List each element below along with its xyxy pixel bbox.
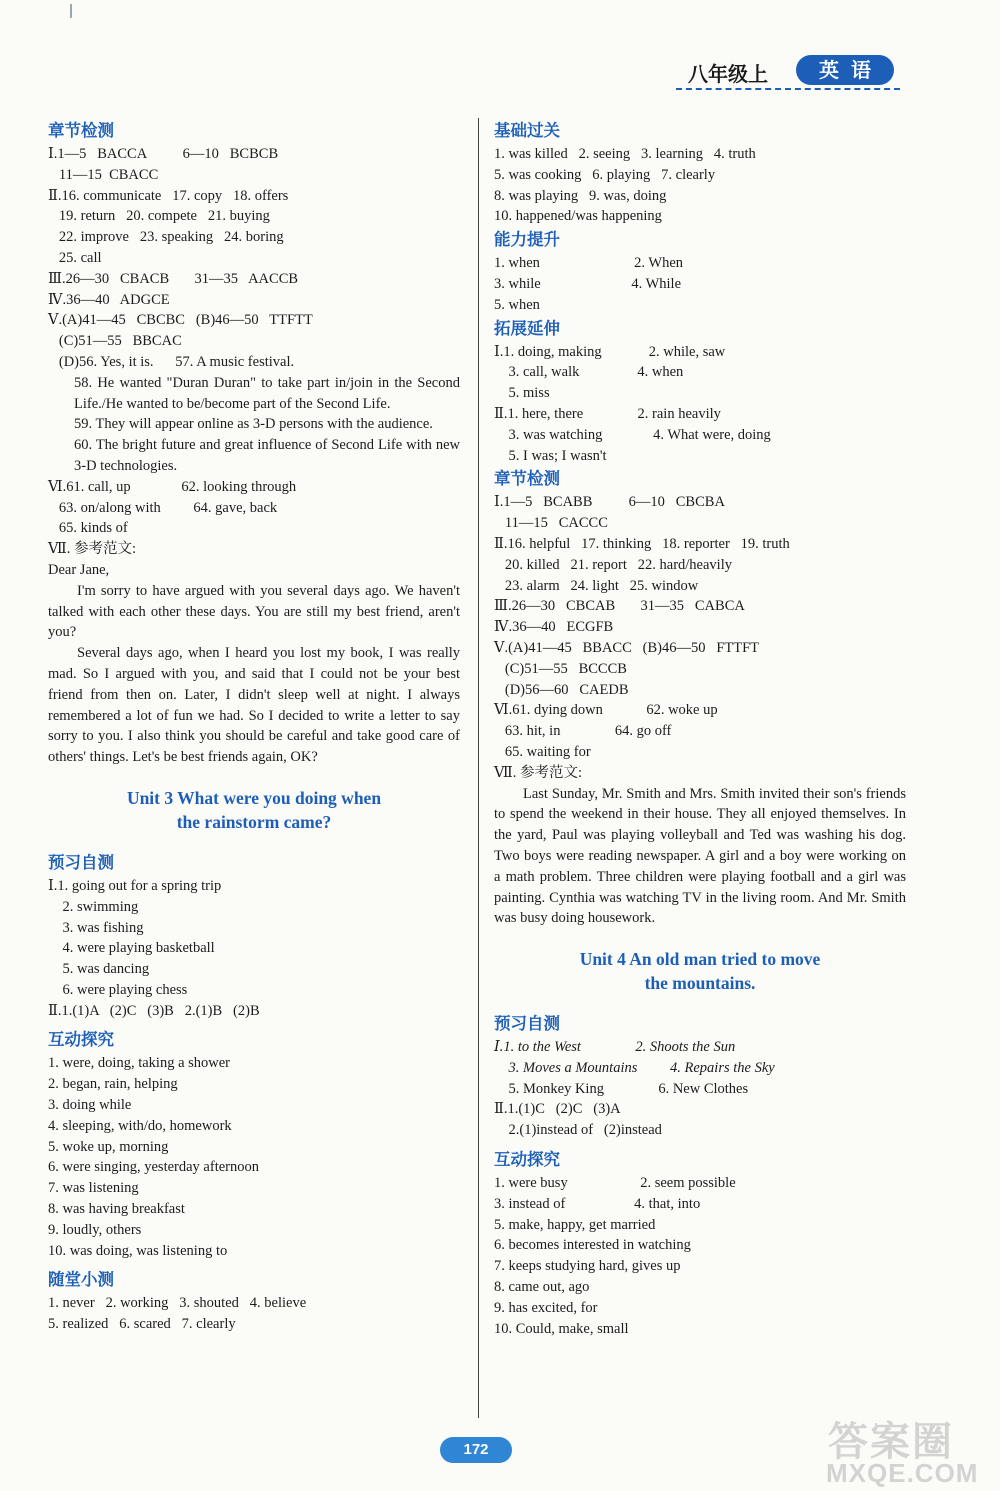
essay-paragraph: I'm sorry to have argued with you several days ago. We haven't talked with each other these days. You are still my best friend, aren't you? <box>48 582 460 641</box>
answer-line: 3. call, walk 4. when <box>494 364 684 381</box>
answer-line: 5. woke up, morning <box>48 1138 169 1155</box>
answer-line: 65. kinds of <box>48 520 128 537</box>
section-title: 预习自测 <box>494 1014 560 1034</box>
answer-line: 5. when <box>494 296 540 313</box>
answer-line: 3. Moves a Mountains 4. Repairs the Sky <box>494 1059 775 1076</box>
answer-line: 5. make, happy, get married <box>494 1216 656 1233</box>
unit-title <box>48 786 460 834</box>
answer-line: Ⅵ.61. call, up 62. looking through <box>48 478 297 495</box>
column-divider <box>478 118 479 1418</box>
essay-paragraph: Last Sunday, Mr. Smith and Mrs. Smith invited their son's friends to spend the weekend in their house. They all enjoyed themselves. In the yard, Paul was playing volleyball and Ted was washing his dog. Two boys were reading newspaper. A girl and a boy were working on a math problem. Three children were playing football and a girl was painting. Cynthia was watching TV in the living room. And Mr. Smith was busy doing housework. <box>494 785 906 927</box>
section-title: 拓展延伸 <box>494 318 560 338</box>
answer-line: 3. while 4. While <box>494 275 682 292</box>
answer-line: 9. has excited, for <box>494 1299 598 1316</box>
unit-title-line: the rainstorm came? <box>176 811 332 832</box>
answer-line: 8. was playing 9. was, doing <box>494 187 667 204</box>
answer-line: Ⅱ.1. here, there 2. rain heavily <box>494 405 721 422</box>
answer-line: 1. was killed 2. seeing 3. learning 4. truth <box>494 146 756 162</box>
unit-title-line: the mountains. <box>644 973 756 994</box>
answer-line: 1. were busy 2. seem possible <box>494 1175 736 1192</box>
answer-line: Ⅱ.1.(1)A (2)C (3)B 2.(1)B (2)B <box>48 1002 260 1019</box>
answer-line: Ⅰ.1. going out for a spring trip <box>48 877 222 894</box>
answer-line: Ⅲ.26—30 CBACB 31—35 AACCB <box>48 270 299 287</box>
answer-line: 10. was doing, was listening to <box>48 1242 228 1259</box>
answer-line: Ⅰ.1. to the West 2. Shoots the Sun <box>494 1039 736 1056</box>
answer-line: 4. were playing basketball <box>48 940 215 957</box>
answer-line: Ⅰ.1—5 BACCA 6—10 BCBCB <box>48 146 279 162</box>
answer-line: 20. killed 21. report 22. hard/heavily <box>494 556 732 573</box>
answer-line: 65. waiting for <box>494 743 591 760</box>
answer-line: Ⅶ. 参考范文: <box>494 764 582 781</box>
answer-line: 6. were playing chess <box>48 981 188 998</box>
answer-line: 1. when 2. When <box>494 255 684 272</box>
answer-line: Ⅱ.16. communicate 17. copy 18. offers <box>48 187 289 204</box>
answer-line: 5. realized 6. scared 7. clearly <box>48 1316 236 1333</box>
answer-line: 1. were, doing, taking a shower <box>48 1055 231 1072</box>
answer-line: Ⅰ.1—5 BCABB 6—10 CBCBA <box>494 494 725 511</box>
unit-title <box>494 947 906 995</box>
answer-58: 58. He wanted "Duran Duran" to take part in/join in the Second Life./He wanted to be/become part of the Second Life. <box>74 374 460 412</box>
answer-line: 9. loudly, others <box>48 1221 142 1238</box>
answer-line: 2. began, rain, helping <box>48 1076 178 1093</box>
answer-line: Ⅶ. 参考范文: <box>48 541 136 558</box>
subject-badge: 英语 <box>796 55 894 85</box>
spine-mark <box>70 4 72 18</box>
answer-line: 5. miss <box>494 385 550 402</box>
answer-line: 11—15 CBACC <box>48 166 159 183</box>
answer-line: (D)56. Yes, it is. 57. A music festival. <box>48 353 295 370</box>
answer-line: Ⅴ.(A)41—45 BBACC (B)46—50 FTTFT <box>494 639 760 656</box>
answer-line: 63. hit, in 64. go off <box>494 723 672 740</box>
answer-line: 25. call <box>48 249 102 266</box>
answer-line: Ⅱ.16. helpful 17. thinking 18. reporter 19. truth <box>494 535 790 552</box>
answer-line: (C)51—55 BCCCB <box>494 660 627 677</box>
grade-label: 八年级上 <box>688 62 768 86</box>
section-title: 能力提升 <box>494 230 560 250</box>
unit-title-line: Unit 3 What were you doing when <box>126 787 382 808</box>
answer-line: 10. Could, make, small <box>494 1320 629 1337</box>
answer-line: 3. doing while <box>48 1097 132 1114</box>
answer-line: 11—15 CACCC <box>494 515 608 532</box>
answer-line: 4. sleeping, with/do, homework <box>48 1117 232 1134</box>
watermark <box>822 1410 992 1490</box>
answer-60: 60. The bright future and great influence of Second Life with new 3-D technologies. <box>74 437 460 474</box>
unit-title-line: Unit 4 An old man tried to move <box>579 949 821 970</box>
watermark-url: MXQE.COM <box>826 1458 979 1488</box>
answer-line: 5. was cooking 6. playing 7. clearly <box>494 166 716 183</box>
section-title: 随堂小测 <box>48 1270 114 1290</box>
answer-line: 3. was watching 4. What were, doing <box>494 426 771 443</box>
answer-line: 63. on/along with 64. gave, back <box>48 499 278 516</box>
answer-line: Ⅳ.36—40 ADGCE <box>48 291 170 308</box>
answer-line: Ⅴ.(A)41—45 CBCBC (B)46—50 TTFTT <box>48 312 313 329</box>
header-rule <box>676 88 900 90</box>
section-title: 预习自测 <box>48 852 114 872</box>
page-header <box>676 52 900 92</box>
right-column <box>494 118 906 1339</box>
answer-line: (D)56—60 CAEDB <box>494 681 629 698</box>
answer-line: 5. Monkey King 6. New Clothes <box>494 1080 749 1097</box>
page-number: 172 <box>440 1437 512 1463</box>
answer-line: 7. was listening <box>48 1180 139 1197</box>
answer-line: 23. alarm 24. light 25. window <box>494 577 699 594</box>
essay-paragraph: Several days ago, when I heard you lost my book, I was really mad. So I argued with you, and said that I could not be your best friend from then on. Later, I didn't sleep well at night. I always remembered a lot of fun we had. So I decided to write a letter to say sorry to you. I also think you should be careful and take good care of others' things. Let's be best friends again, OK? <box>48 645 460 766</box>
answer-line: Ⅱ.1.(1)C (2)C (3)A <box>494 1101 621 1118</box>
answer-lines <box>48 477 460 581</box>
answer-line: Dear Jane, <box>48 561 110 578</box>
answer-line: 3. instead of 4. that, into <box>494 1195 701 1212</box>
answer-line: Ⅲ.26—30 CBCAB 31—35 CABCA <box>494 598 745 615</box>
section-title: 章节检测 <box>48 121 114 140</box>
answer-line: 8. was having breakfast <box>48 1201 185 1218</box>
answer-line: 7. keeps studying hard, gives up <box>494 1258 681 1275</box>
answer-line: 10. happened/was happening <box>494 208 662 225</box>
answer-lines <box>48 144 460 373</box>
answer-line: 3. was fishing <box>48 919 144 936</box>
answer-line: Ⅵ.61. dying down 62. woke up <box>494 702 718 719</box>
section-title: 基础过关 <box>494 121 560 140</box>
answer-line: 5. I was; I wasn't <box>494 447 607 464</box>
section-title: 互动探究 <box>494 1150 560 1170</box>
section-title: 章节检测 <box>494 469 560 489</box>
answer-line: 6. were singing, yesterday afternoon <box>48 1159 259 1176</box>
watermark-logo: 答案圈 <box>828 1419 954 1465</box>
answer-line: 5. was dancing <box>48 961 150 978</box>
answer-line: Ⅰ.1. doing, making 2. while, saw <box>494 343 726 360</box>
answer-line: 2.(1)instead of (2)instead <box>494 1122 662 1139</box>
answer-line: 6. becomes interested in watching <box>494 1237 691 1254</box>
section-title: 互动探究 <box>48 1030 114 1050</box>
answer-line: 1. never 2. working 3. shouted 4. believe <box>48 1295 307 1312</box>
left-column <box>48 118 460 1335</box>
answer-line: Ⅳ.36—40 ECGFB <box>494 619 614 636</box>
answer-line: 22. improve 23. speaking 24. boring <box>48 229 284 246</box>
answer-line: 2. swimming <box>48 898 139 915</box>
answer-line: (C)51—55 BBCAC <box>48 333 182 350</box>
answer-line: 8. came out, ago <box>494 1279 590 1296</box>
answer-59: 59. They will appear online as 3-D persons with the audience. <box>74 416 433 433</box>
answer-line: 19. return 20. compete 21. buying <box>48 208 270 225</box>
